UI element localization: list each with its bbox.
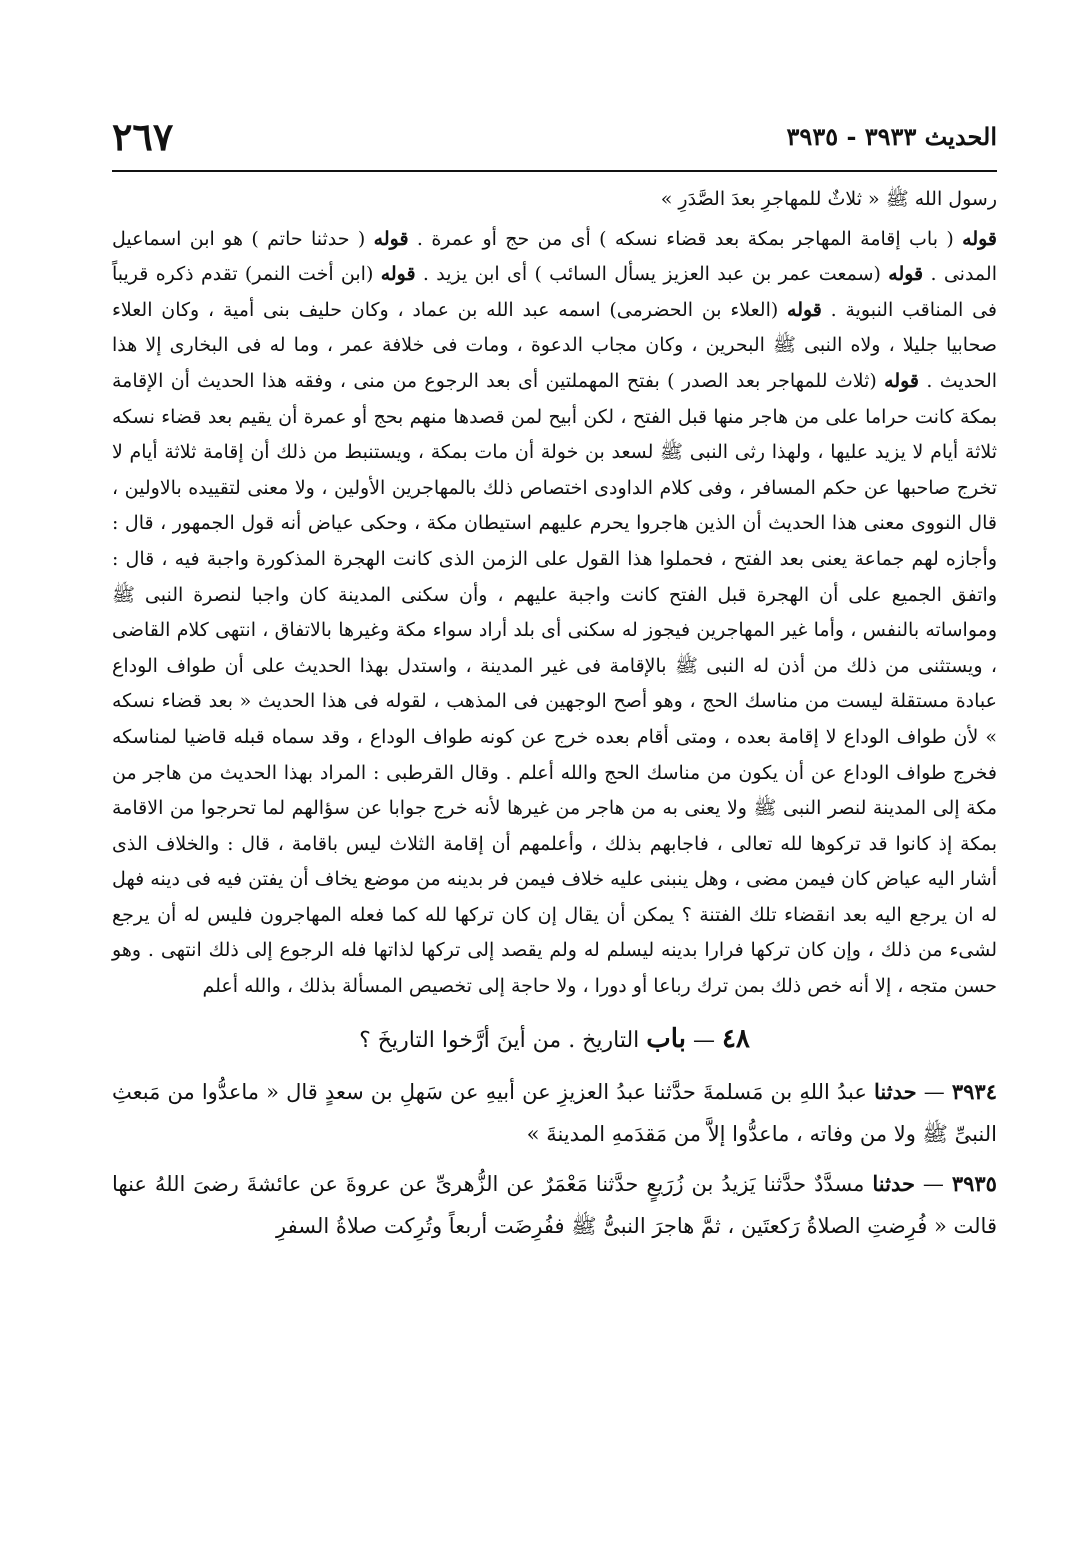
commentary-paragraph: [112, 222, 997, 1005]
keyword-qawluhu: قوله: [884, 369, 920, 392]
hadith-3935: [112, 1163, 997, 1247]
chapter-word: باب: [646, 1023, 686, 1054]
running-title: الحديث ٣٩٣٣ - ٣٩٣٥: [786, 122, 997, 151]
commentary-text: ( باب إقامة المهاجر بمكة بعد قضاء نسكه ) أى من حج أو عمرة .: [416, 227, 954, 250]
keyword-qawluhu: قوله: [373, 227, 409, 250]
chapter-heading: [112, 1019, 997, 1061]
hadith-3934: [112, 1071, 997, 1155]
keyword-qawluhu: قوله: [787, 298, 822, 321]
hadith-haddathana: حدثنا: [872, 1170, 915, 1196]
hadith-dash: —: [922, 1171, 944, 1196]
keyword-qawluhu: قوله: [888, 263, 924, 286]
hadith-number: ٣٩٣٥: [951, 1170, 997, 1196]
page-header: [112, 112, 997, 172]
keyword-qawluhu: قوله: [380, 263, 416, 286]
commentary-text: (ثلاث للمهاجر بعد الصدر ) بفتح المهملتين أى بعد الرجوع من منى ، وفقه هذا الحديث أن الإقامة بمكة كانت حراما على من هاجر منها قبل الفتح ، لكن أبيح لمن قصدها منهم بحج أو عمرة أن يقيم بعد قضاء نسكه ثلاثة أيام لا يزيد عليها ، ولهذا رثى النبى ﷺ لسعد بن خولة أن مات بمكة ، ويستنبط من ذلك أن إقامة ثلاثة أيام لا تخرج صاحبها عن حكم المسافر ، وفى كلام الداودى اختصاص ذلك بالمهاجرين الأولين ، ولا معنى لتقييده بالاولين ، قال النووى معنى هذا الحديث أن الذين هاجروا يحرم عليهم استيطان مكة ، وحكى عياض أنه قول الجمهور ، قال : وأجازه لهم جماعة يعنى بعد الفتح ، فحملوا هذا القول على الزمن الذى كانت الهجرة المذكورة واجبة فيه ، قال : واتفق الجميع على أن الهجرة قبل الفتح كانت واجبة عليهم ، وأن سكنى المدينة كان واجبا لنصرة النبى ﷺ ومواساته بالنفس ، وأما غير المهاجرين فيجوز له سكنى أى بلد أراد سواء مكة وغيرها بالاتفاق ، انتهى كلام القاضى ، ويستثنى من ذلك من أذن له النبى ﷺ بالإقامة فى غير المدينة ، واستدل بهذا الحديث على أن طواف الوداع عبادة مستقلة ليست من مناسك الحج ، وهو أصح الوجهين فى المذهب ، لقوله فى هذا الحديث « بعد قضاء نسكه » لأن طواف الوداع لا إقامة بعده ، ومتى أقام بعده خرج عن كونه طواف الوداع ، وقد سماه قبله قاضيا لمناسكه فخرج طواف الوداع عن أن يكون من مناسك الحج والله أعلم . وقال القرطبى : المراد بهذا الحديث من هاجر من مكة إلى المدينة لنصر النبى ﷺ ولا يعنى به من هاجر من غيرها لأنه خرج جوابا عن سؤالهم لما تحرجوا من الاقامة بمكة إذ كانوا قد تركوها لله تعالى ، فاجابهم بذلك ، وأعلمهم أن إقامة الثلاث ليس باقامة ، قال : والخلاف الذى أشار اليه عياض كان فيمن مضى ، وهل ينبنى عليه خلاف فيمن فر بدينه من موضع يخاف أن يفتن فيه فى دينه فهل له ان يرجع اليه بعد انقضاء تلك الفتنة ؟ يمكن أن يقال إن كان تركها لله كما فعله المهاجرون فليس له أن يرجع لشىء من ذلك ، وإن كان تركها فرارا بدينه ليسلم له ولم يقصد إلى تركها لذاتها فله الرجوع إلى ذلك انتهى . وهو حسن متجه ، إلا أنه خص ذلك بمن ترك رباعا أو دورا ، ولا حاجة إلى تخصيص المسألة بذلك ، والله أعلم: [112, 369, 997, 998]
intro-line: رسول الله ﷺ « ثلاثٌ للمهاجرِ بعدَ الصَّدَرِ »: [660, 188, 997, 210]
hadith-text: عبدُ اللهِ بن مَسلمةَ حدَّثنا عبدُ العزيزِ عن أبيهِ عن سَهلِ بن سعدٍ قال « ماعدُّوا من مَبعثِ النبىِّ ﷺ ولا من وفاته ، ماعدُّوا إلاَّ من مَقدَمهِ المدينةَ »: [112, 1079, 997, 1146]
commentary-text: (العلاء بن الحضرمى) اسمه عبد الله بن عماد ، وكان حليف بنى أمية ، وكان العلاء صحابيا جليلا ، ولاه النبى ﷺ البحرين ، وكان مجاب الدعوة ، ومات فى خلافة عمر ، وما له فى البخارى إلا هذا الحديث .: [112, 298, 998, 392]
hadith-dash: —: [923, 1079, 945, 1104]
keyword-qawluhu: قوله: [962, 227, 998, 250]
page-number: ٢٦٧: [112, 114, 174, 159]
chapter-title: التاريخ . من أينَ أرَّخوا التاريخَ ؟: [359, 1027, 640, 1053]
hadith-haddathana: حدثنا: [874, 1078, 917, 1104]
chapter-number: ٤٨: [721, 1023, 750, 1054]
main-text: [112, 182, 997, 1247]
commentary-text: ( حدثنا حاتم ) هو ابن اسماعيل المدنى .: [112, 227, 997, 286]
chapter-dash: —: [692, 1027, 715, 1053]
commentary-text: (سمعت عمر بن عبد العزيز يسأل السائب ) أى ابن يزيد .: [422, 263, 881, 286]
hadith-number: ٣٩٣٤: [951, 1078, 997, 1104]
commentary-text: (ابن أخت النمر) تقدم ذكره قريباً فى المناقب النبوية .: [112, 263, 997, 321]
hadith-text: مسدَّدٌ حدَّثنا يَزيدُ بن زُرَيعٍ حدَّثنا مَعْمَرٌ عن الزُّهرىِّ عن عروةَ عن عائشةَ رضىَ اللهُ عنها قالت « فُرِضتِ الصلاةُ رَكعتَين ، ثمَّ هاجرَ النبىُّ ﷺ ففُرِضَت أربعاً وتُرِكت صلاةُ السفرِ: [112, 1171, 997, 1238]
